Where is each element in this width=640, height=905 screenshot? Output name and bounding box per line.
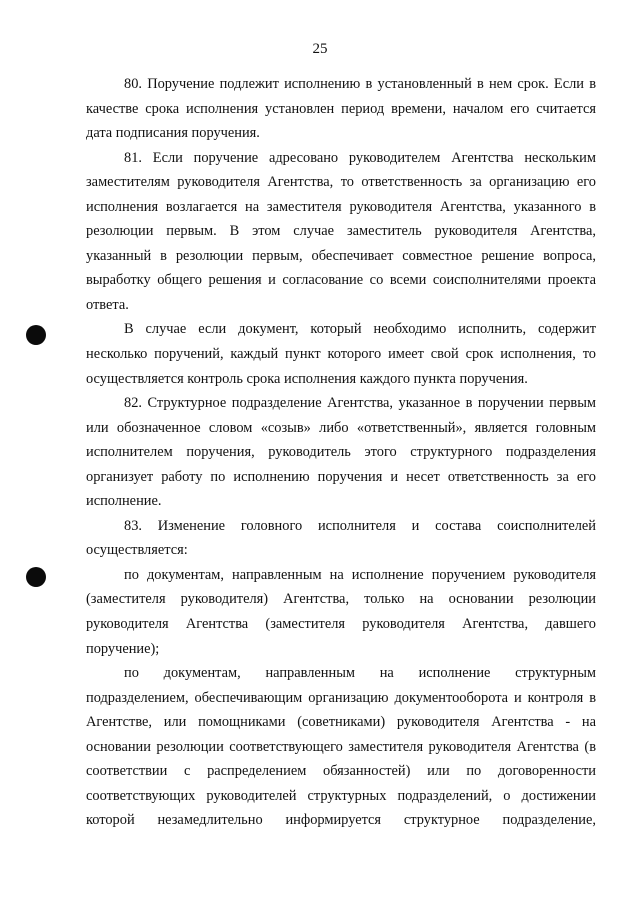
text-line: исполнение.: [86, 493, 162, 510]
text-line: исполнения возлагается на заместителя руководителя Агентства, указанного в: [86, 198, 596, 215]
text-line: Агентстве, или помощниками (советниками) руководителя Агентства - на: [86, 714, 596, 731]
text-line: организует работу по исполнению поручения и несет ответственность за его: [86, 468, 596, 485]
text-line: по документам, направленным на исполнение поручением руководителя: [124, 566, 596, 583]
punch-hole-mark: [26, 567, 46, 587]
text-line: качестве срока исполнения установлен период времени, началом его считается: [86, 100, 596, 117]
text-line: исполнителем поручения, руководитель этого структурного подразделения: [86, 444, 596, 461]
text-line: 81. Если поручение адресовано руководителем Агентства нескольким: [124, 149, 596, 166]
page-number: 25: [312, 41, 328, 57]
text-line: ответа.: [86, 296, 129, 313]
text-line: дата подписания поручения.: [86, 125, 260, 142]
text-line: соответствии с распределением обязанностей) или по договоренности: [86, 763, 596, 780]
text-line: или обозначенное словом «созыв» либо «ответственный», является головным: [86, 419, 596, 436]
text-line: резолюции первым. В этом случае заместитель руководителя Агентства,: [86, 223, 596, 240]
text-line: осуществляется контроль срока исполнения каждого пункта поручения.: [86, 370, 528, 387]
text-line: по документам, направленным на исполнение структурным: [124, 665, 596, 682]
text-line: 80. Поручение подлежит исполнению в установленный в нем срок. Если в: [124, 76, 596, 92]
text-line: 83. Изменение головного исполнителя и состава соисполнителей: [124, 517, 596, 534]
text-line: (заместителя руководителя) Агентства, только на основании резолюции: [86, 591, 596, 608]
text-line: заместителям руководителя Агентства, то ответственность за организацию его: [86, 174, 596, 191]
text-line: руководителя Агентства (заместителя руководителя Агентства, давшего: [86, 616, 596, 633]
text-line: соответствующих руководителей структурных подразделений, о достижении: [86, 787, 596, 804]
punch-hole-mark: [26, 325, 46, 345]
document-body: [86, 72, 596, 833]
text-line: выработку общего решения и согласование со всеми соисполнителями проекта: [86, 272, 596, 289]
text-line: которой незамедлительно информируется структурное подразделение,: [86, 812, 596, 829]
text-line: 82. Структурное подразделение Агентства, указанное в поручении первым: [124, 395, 596, 412]
text-line: осуществляется:: [86, 542, 188, 559]
text-line: В случае если документ, который необходимо исполнить, содержит: [124, 321, 596, 338]
text-line: поручение);: [86, 640, 160, 657]
text-line: подразделением, обеспечивающим организацию документооборота и контроля в: [86, 689, 596, 706]
text-line: указанный в резолюции первым, обеспечивает совместное решение вопроса,: [86, 247, 596, 264]
text-line: несколько поручений, каждый пункт которого имеет свой срок исполнения, то: [86, 346, 596, 363]
text-line: основании резолюции соответствующего заместителя руководителя Агентства (в: [86, 738, 596, 755]
